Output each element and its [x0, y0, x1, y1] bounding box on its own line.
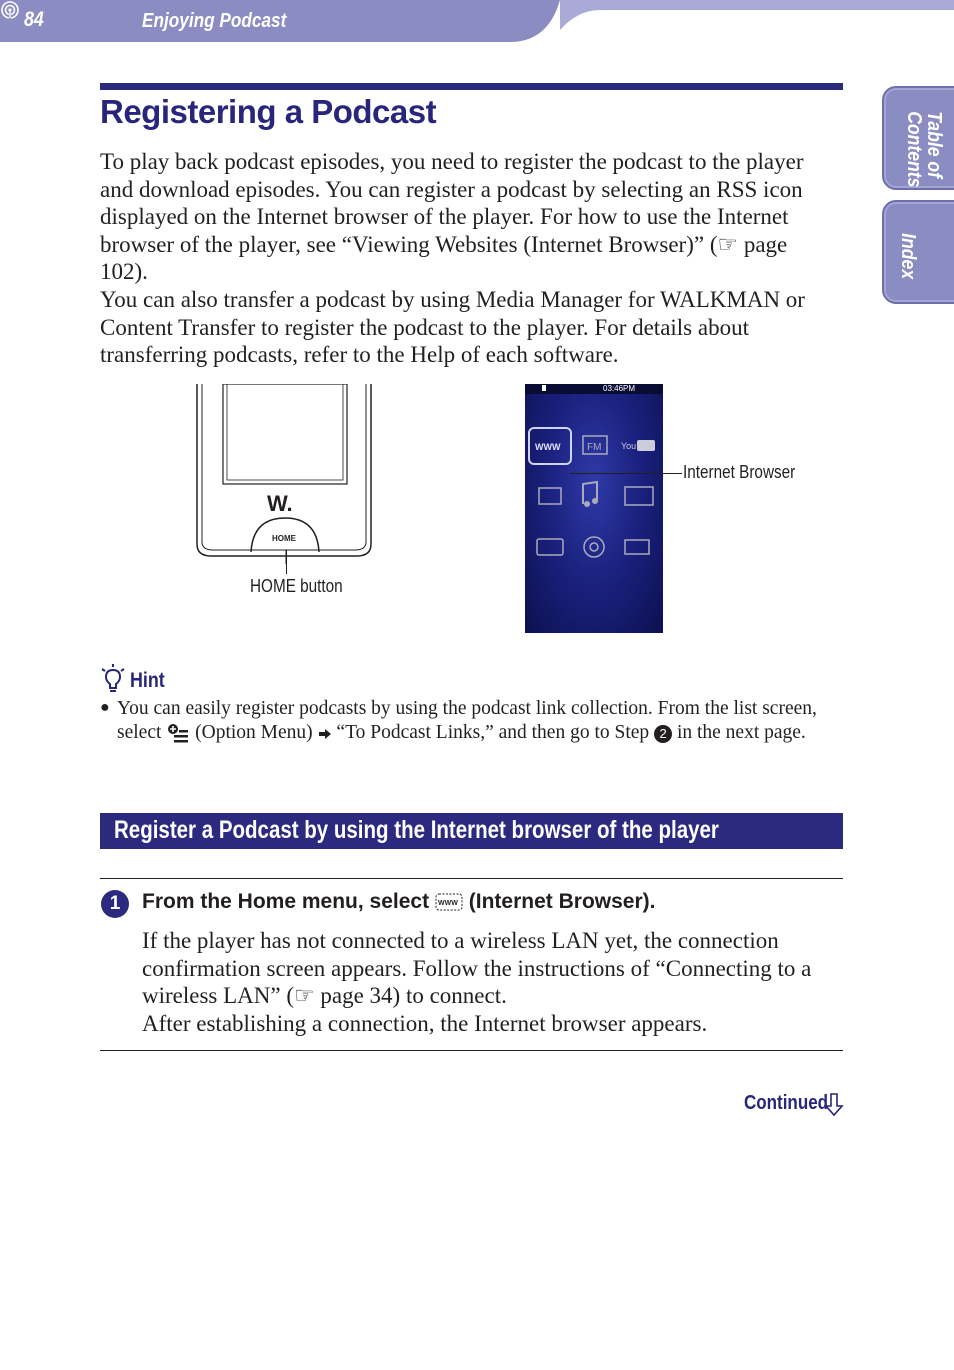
page-header — [0, 0, 954, 42]
video-icon — [625, 487, 653, 505]
table-of-contents-tab-label: Table of Contents — [903, 111, 945, 188]
home-button-callout-line — [286, 550, 287, 574]
step-bottom-rule — [100, 1050, 843, 1051]
walkman-device-illustration — [195, 384, 377, 564]
svg-text:WWW: WWW — [437, 900, 458, 908]
continued-label: Continued — [744, 1092, 829, 1114]
hint-text-a: You can easily register podcasts by using the podcast link collection. From the list screen, select — [117, 698, 817, 743]
arrow-right-icon — [318, 728, 332, 740]
walkman-logo-icon: W. — [267, 491, 293, 516]
hint-text — [117, 697, 817, 745]
arrow-down-icon — [824, 1093, 844, 1117]
home-key-text: HOME — [272, 534, 296, 543]
table-of-contents-tab[interactable] — [882, 86, 954, 190]
step-1-body-1: If the player has not connected to a wireless LAN yet, the connection confirmation screen appears. Follow the instructions of “Connecting to a wireless LAN” (☞ page 34) to connect. — [142, 928, 812, 1008]
hint-text-c: “To Podcast Links,” and then go to Step — [336, 722, 650, 743]
option-menu-icon — [166, 723, 190, 745]
internet-browser-icon — [435, 892, 463, 912]
podcast-menu-icon — [584, 537, 604, 557]
step-2-reference-number: 2 — [659, 725, 667, 741]
step-top-rule — [100, 878, 843, 879]
screen-clock: 03:46PM — [603, 384, 636, 393]
hint-text-d: in the next page. — [676, 722, 806, 743]
svg-text:FM: FM — [587, 442, 602, 453]
podcast-icon — [0, 0, 20, 20]
step-1-heading — [142, 890, 655, 914]
hint-text-b: (Option Menu) — [195, 722, 313, 743]
section-heading: Register a Podcast by using the Internet browser of the player — [114, 816, 719, 844]
fm-recording-icon — [625, 540, 649, 554]
page-title: Registering a Podcast — [100, 93, 437, 130]
photo-icon — [539, 488, 561, 504]
step-1-badge: 1 — [101, 890, 129, 918]
title-rule — [100, 83, 843, 90]
page-number: 84 — [24, 8, 44, 31]
step-1-body-2: After establishing a connection, the Internet browser appears. — [142, 1010, 708, 1036]
step-2-reference-badge — [654, 725, 672, 743]
home-button-label: HOME button — [250, 576, 343, 596]
step-1-body — [142, 927, 832, 1037]
hint-bullet: ● — [100, 699, 110, 716]
player-home-screen — [525, 384, 663, 633]
index-tab-label: Index — [897, 233, 919, 280]
intro-paragraph-2: You can also transfer a podcast by using Media Manager for WALKMAN or Content Transfer to register the podcast to the player. For details about transferring podcasts, refer to the Help of each software. — [100, 287, 805, 367]
hint-heading: Hint — [130, 669, 165, 692]
svg-text:WWW: WWW — [535, 442, 561, 452]
step-1-heading-b: (Internet Browser). — [468, 890, 656, 913]
lightbulb-icon — [100, 664, 126, 694]
header-section-title: Enjoying Podcast — [142, 10, 287, 32]
intro-paragraph-1: To play back podcast episodes, you need to register the podcast to the player and download episodes. You can register a podcast by selecting an RSS icon displayed on the Internet browser of the player. For how to use the Internet browser of the player, see “Viewing Websites (Internet Browser)” (☞ page 102). — [100, 149, 804, 284]
youtube-icon: You — [621, 441, 637, 451]
step-1-heading-a: From the Home menu, select — [142, 890, 430, 913]
section-heading-bar — [100, 813, 843, 849]
home-menu-icons — [525, 384, 663, 633]
index-tab[interactable] — [882, 200, 954, 304]
settings-toolbox-icon — [537, 539, 563, 555]
internet-browser-callout-line — [570, 473, 682, 474]
internet-browser-label: Internet Browser — [683, 462, 796, 482]
